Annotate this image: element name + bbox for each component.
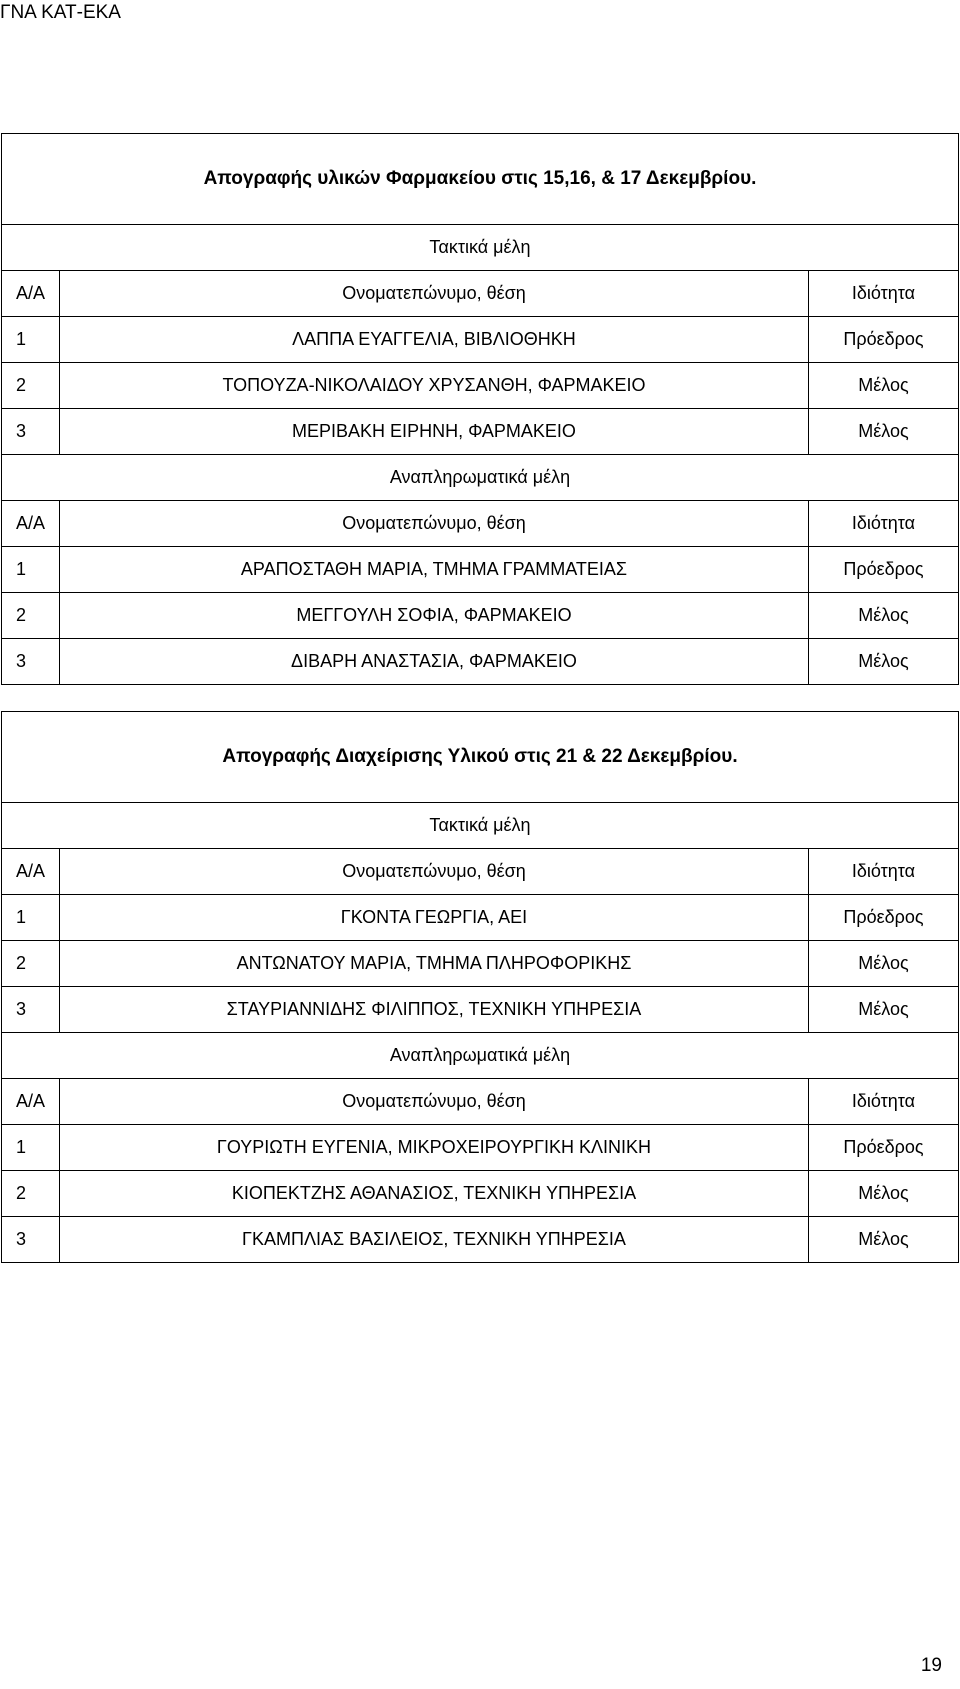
member-role: Μέλος bbox=[808, 363, 958, 409]
member-role: Μέλος bbox=[808, 593, 958, 639]
page-number: 19 bbox=[920, 1655, 942, 1676]
column-header-aa: Α/Α bbox=[2, 271, 60, 317]
committee-table-pharmacy bbox=[1, 133, 959, 685]
member-name: ΓΚΟΝΤΑ ΓΕΩΡΓΙΑ, ΑΕΙ bbox=[60, 895, 809, 941]
column-header-name: Ονοματεπώνυμο, θέση bbox=[60, 1079, 809, 1125]
section-heading: Αναπληρωματικά μέλη bbox=[2, 1033, 959, 1079]
column-header-role: Ιδιότητα bbox=[808, 1079, 958, 1125]
table-row bbox=[2, 1171, 959, 1217]
page-header: ΓΝΑ ΚΑΤ-ΕΚΑ bbox=[0, 2, 121, 23]
member-role: Μέλος bbox=[808, 1217, 958, 1263]
row-number: 1 bbox=[2, 317, 60, 363]
row-number: 3 bbox=[2, 409, 60, 455]
section-heading: Αναπληρωματικά μέλη bbox=[2, 455, 959, 501]
member-role: Μέλος bbox=[808, 987, 958, 1033]
member-role: Μέλος bbox=[808, 941, 958, 987]
table-row bbox=[2, 409, 959, 455]
member-name: ΤΟΠΟΥΖΑ-ΝΙΚΟΛΑΙΔΟΥ ΧΡΥΣΑΝΘΗ, ΦΑΡΜΑΚΕΙΟ bbox=[60, 363, 809, 409]
column-header-name: Ονοματεπώνυμο, θέση bbox=[60, 849, 809, 895]
committee-table-materials bbox=[1, 711, 959, 1263]
column-header-aa: Α/Α bbox=[2, 501, 60, 547]
table-row bbox=[2, 1125, 959, 1171]
table-row bbox=[2, 895, 959, 941]
row-number: 2 bbox=[2, 593, 60, 639]
member-role: Πρόεδρος bbox=[808, 1125, 958, 1171]
row-number: 2 bbox=[2, 1171, 60, 1217]
column-header-role: Ιδιότητα bbox=[808, 271, 958, 317]
table-row bbox=[2, 1217, 959, 1263]
table-row bbox=[2, 941, 959, 987]
section-heading-row bbox=[2, 803, 959, 849]
member-role: Μέλος bbox=[808, 639, 958, 685]
section-heading-row bbox=[2, 1033, 959, 1079]
row-number: 2 bbox=[2, 363, 60, 409]
table-row bbox=[2, 987, 959, 1033]
member-name: ΜΕΡΙΒΑΚΗ ΕΙΡΗΝΗ, ΦΑΡΜΑΚΕΙΟ bbox=[60, 409, 809, 455]
row-number: 3 bbox=[2, 639, 60, 685]
member-name: ΛΑΠΠΑ ΕΥΑΓΓΕΛΙΑ, ΒΙΒΛΙΟΘΗΚΗ bbox=[60, 317, 809, 363]
member-role: Πρόεδρος bbox=[808, 895, 958, 941]
member-role: Μέλος bbox=[808, 1171, 958, 1217]
table-row bbox=[2, 593, 959, 639]
column-header-row bbox=[2, 501, 959, 547]
row-number: 2 bbox=[2, 941, 60, 987]
column-header-role: Ιδιότητα bbox=[808, 501, 958, 547]
column-header-row bbox=[2, 849, 959, 895]
table-title-row bbox=[2, 712, 959, 803]
column-header-aa: Α/Α bbox=[2, 1079, 60, 1125]
member-role: Πρόεδρος bbox=[808, 317, 958, 363]
column-header-row bbox=[2, 271, 959, 317]
member-name: ΜΕΓΓΟΥΛΗ ΣΟΦΙΑ, ΦΑΡΜΑΚΕΙΟ bbox=[60, 593, 809, 639]
table-row bbox=[2, 363, 959, 409]
row-number: 1 bbox=[2, 547, 60, 593]
section-heading-row bbox=[2, 455, 959, 501]
section-heading-row bbox=[2, 225, 959, 271]
member-name: ΣΤΑΥΡΙΑΝΝΙΔΗΣ ΦΙΛΙΠΠΟΣ, ΤΕΧΝΙΚΗ ΥΠΗΡΕΣΙΑ bbox=[60, 987, 809, 1033]
row-number: 1 bbox=[2, 895, 60, 941]
member-role: Μέλος bbox=[808, 409, 958, 455]
row-number: 1 bbox=[2, 1125, 60, 1171]
member-name: ΔΙΒΑΡΗ ΑΝΑΣΤΑΣΙΑ, ΦΑΡΜΑΚΕΙΟ bbox=[60, 639, 809, 685]
section-heading: Τακτικά μέλη bbox=[2, 803, 959, 849]
column-header-row bbox=[2, 1079, 959, 1125]
column-header-name: Ονοματεπώνυμο, θέση bbox=[60, 501, 809, 547]
section-heading: Τακτικά μέλη bbox=[2, 225, 959, 271]
member-name: ΚΙΟΠΕΚΤΖΗΣ ΑΘΑΝΑΣΙΟΣ, ΤΕΧΝΙΚΗ ΥΠΗΡΕΣΙΑ bbox=[60, 1171, 809, 1217]
column-header-name: Ονοματεπώνυμο, θέση bbox=[60, 271, 809, 317]
table-row bbox=[2, 547, 959, 593]
table-row bbox=[2, 639, 959, 685]
row-number: 3 bbox=[2, 987, 60, 1033]
table-row bbox=[2, 317, 959, 363]
member-name: ΑΡΑΠΟΣΤΑΘΗ ΜΑΡΙΑ, ΤΜΗΜΑ ΓΡΑΜΜΑΤΕΙΑΣ bbox=[60, 547, 809, 593]
member-name: ΓΟΥΡΙΩΤΗ ΕΥΓΕΝΙΑ, ΜΙΚΡΟΧΕΙΡΟΥΡΓΙΚΗ ΚΛΙΝΙΚΗ bbox=[60, 1125, 809, 1171]
member-role: Πρόεδρος bbox=[808, 547, 958, 593]
table-title-row bbox=[2, 134, 959, 225]
column-header-aa: Α/Α bbox=[2, 849, 60, 895]
row-number: 3 bbox=[2, 1217, 60, 1263]
column-header-role: Ιδιότητα bbox=[808, 849, 958, 895]
table-title: Απογραφής Διαχείρισης Υλικού στις 21 & 22 Δεκεμβρίου. bbox=[2, 712, 959, 803]
member-name: ΓΚΑΜΠΛΙΑΣ ΒΑΣΙΛΕΙΟΣ, ΤΕΧΝΙΚΗ ΥΠΗΡΕΣΙΑ bbox=[60, 1217, 809, 1263]
member-name: ΑΝΤΩΝΑΤΟΥ ΜΑΡΙΑ, ΤΜΗΜΑ ΠΛΗΡΟΦΟΡΙΚΗΣ bbox=[60, 941, 809, 987]
table-title: Απογραφής υλικών Φαρμακείου στις 15,16, & 17 Δεκεμβρίου. bbox=[2, 134, 959, 225]
